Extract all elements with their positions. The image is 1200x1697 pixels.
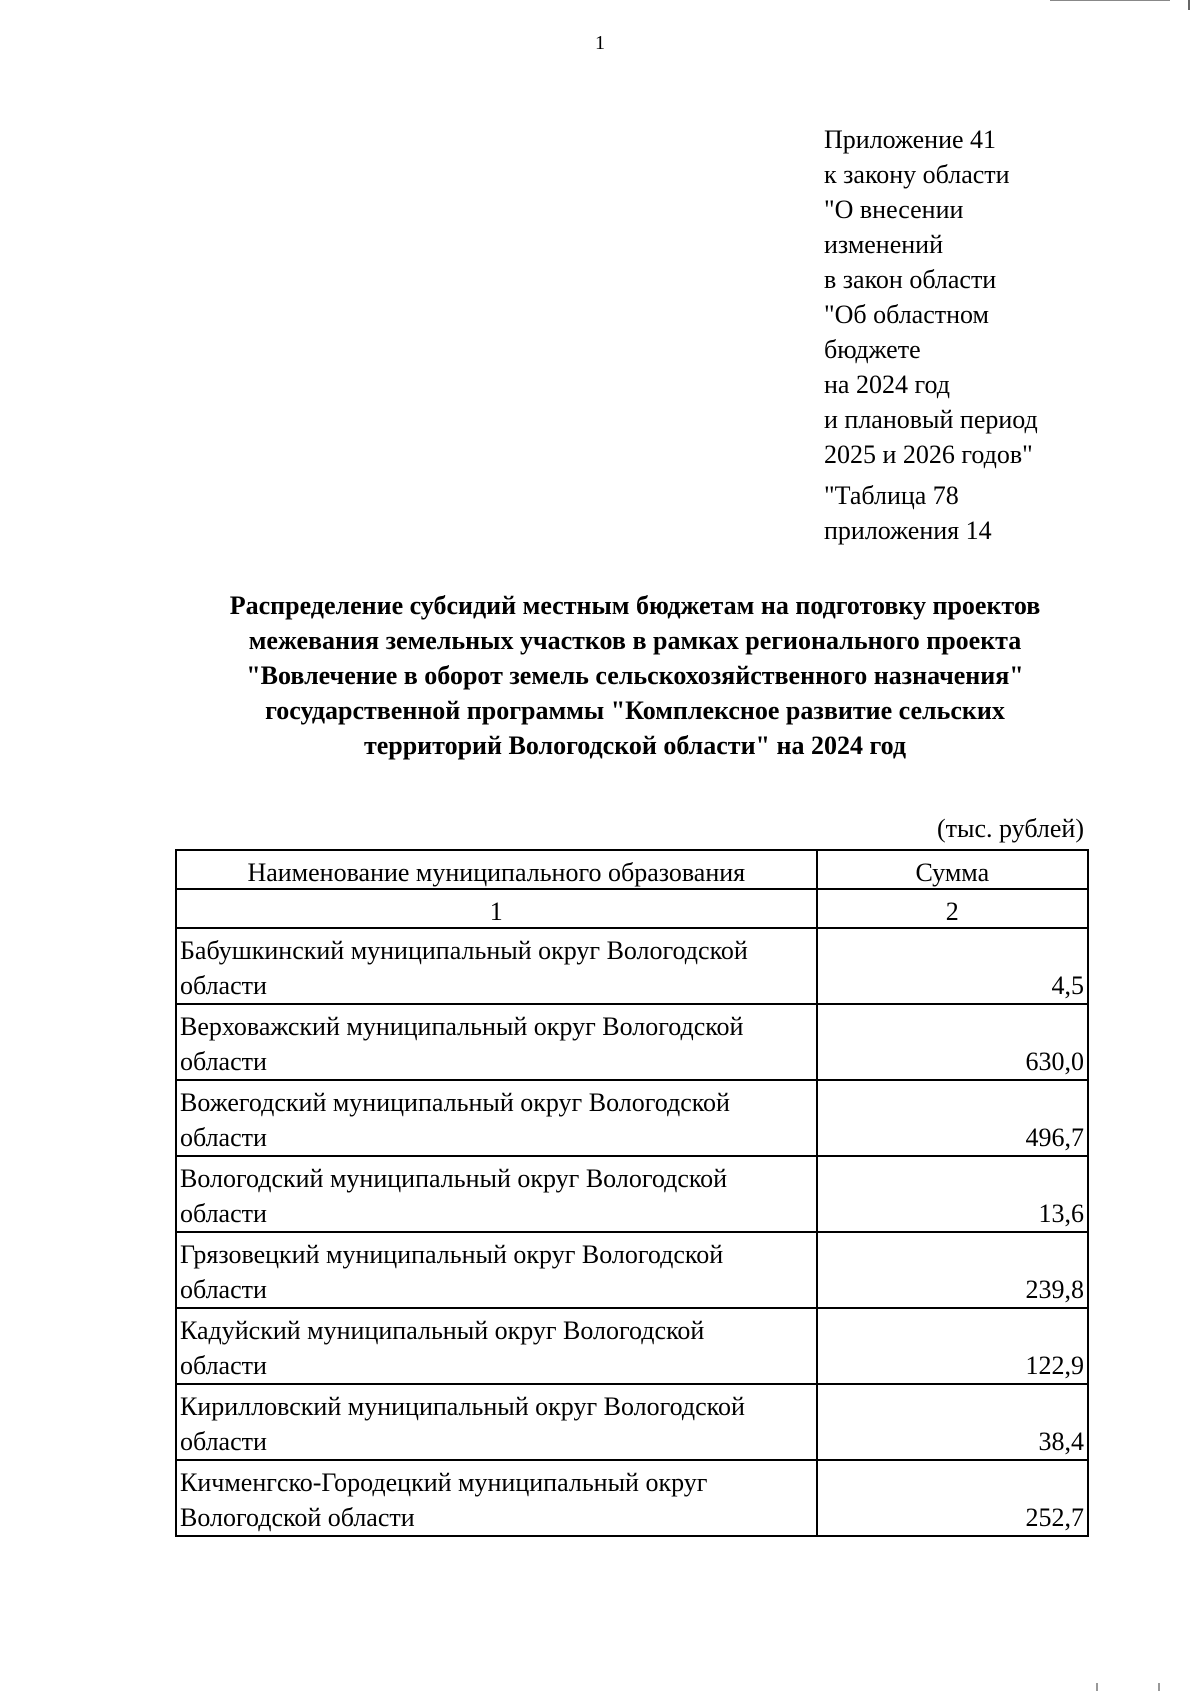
page-number: 1	[595, 32, 605, 54]
column-number: 2	[817, 889, 1088, 928]
column-number-row	[176, 889, 1088, 928]
amount-cell: 38,4	[817, 1384, 1088, 1460]
column-number: 1	[176, 889, 817, 928]
municipality-name-line1: Верховажский муниципальный округ Вологодской	[180, 1012, 744, 1041]
header-municipality: Наименование муниципального образования	[176, 850, 817, 889]
document-title	[150, 588, 1120, 763]
appendix-line: бюджете	[824, 335, 921, 364]
appendix-line: к закону области	[824, 160, 1010, 189]
table-reference-line: приложения 14	[824, 516, 992, 545]
municipality-name-line2: области	[180, 1123, 267, 1152]
amount-cell: 239,8	[817, 1232, 1088, 1308]
title-line: межевания земельных участков в рамках регионального проекта	[248, 626, 1022, 655]
subsidy-table	[175, 849, 1089, 1537]
table-row	[176, 928, 1088, 1004]
table-row	[176, 1080, 1088, 1156]
municipality-name-line1: Грязовецкий муниципальный округ Вологодской	[180, 1240, 724, 1269]
municipality-cell	[176, 1080, 817, 1156]
amount-cell: 252,7	[817, 1460, 1088, 1536]
amount-cell: 630,0	[817, 1004, 1088, 1080]
table-row	[176, 1156, 1088, 1232]
municipality-cell	[176, 1156, 817, 1232]
municipality-name-line2: области	[180, 1275, 267, 1304]
municipality-name-line1: Кадуйский муниципальный округ Вологодской	[180, 1316, 705, 1345]
scan-artifact-top	[1050, 0, 1170, 5]
municipality-name-line2: области	[180, 1427, 267, 1456]
municipality-cell	[176, 1308, 817, 1384]
amount-cell: 496,7	[817, 1080, 1088, 1156]
scan-artifact-tick	[1188, 0, 1190, 10]
appendix-line: на 2024 год	[824, 370, 950, 399]
units-label: (тыс. рублей)	[936, 814, 1084, 843]
municipality-name-line2: области	[180, 1351, 267, 1380]
municipality-name-line2: области	[180, 971, 267, 1000]
municipality-cell	[176, 1004, 817, 1080]
table-row	[176, 1232, 1088, 1308]
scan-artifact-bottom	[1096, 1683, 1160, 1691]
title-line: "Вовлечение в оборот земель сельскохозяйственного назначения"	[246, 661, 1024, 690]
municipality-name-line2: Вологодской области	[180, 1503, 415, 1532]
municipality-name-line1: Вологодский муниципальный округ Вологодской	[180, 1164, 728, 1193]
appendix-line: 2025 и 2026 годов"	[824, 440, 1033, 469]
appendix-line: в закон области	[824, 265, 997, 294]
municipality-cell	[176, 1384, 817, 1460]
table-reference-line: "Таблица 78	[824, 481, 959, 510]
appendix-line: "Об областном	[824, 300, 989, 329]
amount-cell: 122,9	[817, 1308, 1088, 1384]
municipality-cell	[176, 928, 817, 1004]
appendix-line: изменений	[824, 230, 944, 259]
table-row	[176, 1004, 1088, 1080]
table-row	[176, 1384, 1088, 1460]
header-amount: Сумма	[817, 850, 1088, 889]
municipality-cell	[176, 1232, 817, 1308]
appendix-line: Приложение 41	[824, 125, 997, 154]
municipality-cell	[176, 1460, 817, 1536]
municipality-name-line1: Вожегодский муниципальный округ Вологодской	[180, 1088, 730, 1117]
municipality-name-line1: Кирилловский муниципальный округ Вологодской	[180, 1392, 745, 1421]
appendix-line: "О внесении	[824, 195, 964, 224]
table-row	[176, 1308, 1088, 1384]
amount-cell: 4,5	[817, 928, 1088, 1004]
municipality-name-line2: области	[180, 1047, 267, 1076]
title-line: Распределение субсидий местным бюджетам на подготовку проектов	[229, 591, 1041, 620]
title-line: территорий Вологодской области" на 2024 год	[363, 731, 907, 760]
table-header-row	[176, 850, 1088, 889]
amount-cell: 13,6	[817, 1156, 1088, 1232]
municipality-name-line2: области	[180, 1199, 267, 1228]
table-row	[176, 1460, 1088, 1536]
municipality-name-line1: Кичменгско-Городецкий муниципальный округ	[180, 1468, 708, 1497]
appendix-block	[824, 122, 1038, 548]
municipality-name-line1: Бабушкинский муниципальный округ Вологодской	[180, 936, 748, 965]
title-line: государственной программы "Комплексное развитие сельских	[265, 696, 1005, 725]
appendix-line: и плановый период	[824, 405, 1038, 434]
